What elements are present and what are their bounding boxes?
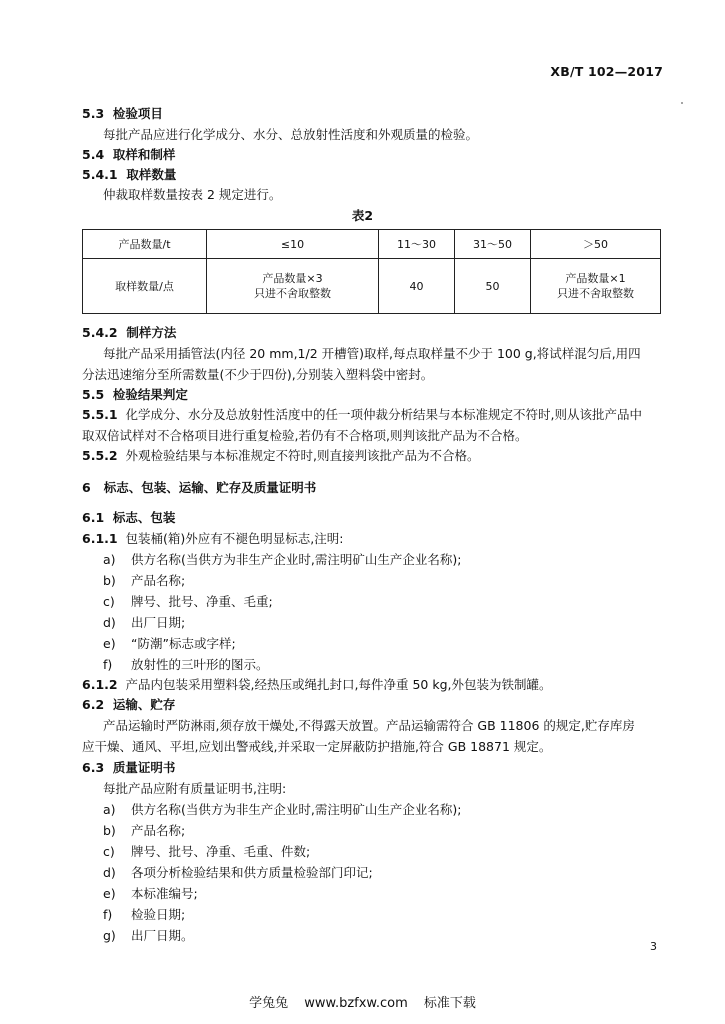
list-item-letter: b) <box>103 573 116 588</box>
list-item: 产品名称; <box>131 573 186 588</box>
list-item: “防潮”标志或字样; <box>131 636 236 651</box>
section-6-1-2: 6.1.2 产品内包装采用塑料袋,经热压或绳扎封口,每件净重 50 kg,外包装为铁制罐。 <box>82 677 552 692</box>
list-item-letter: d) <box>103 865 116 880</box>
section-5-5-2: 5.5.2 外观检验结果与本标准规定不符时,则直接判该批产品为不合格。 <box>82 448 480 463</box>
footer-watermark <box>0 992 725 1011</box>
cell-line: 产品数量×3 <box>262 272 323 285</box>
section-5-4-1-heading: 5.4.1 取样数量 <box>82 167 177 182</box>
section-6-1-heading: 6.1 标志、包装 <box>82 510 176 525</box>
section-5-4-2-line2: 分法迅速缩分至所需数量(不少于四份),分别装入塑料袋中密封。 <box>82 367 434 382</box>
section-5-4-2-line1: 每批产品采用插管法(内径 20 mm,1/2 开槽管)取样,每点取样量不少于 100 g,将试样混匀后,用四 <box>103 346 641 361</box>
table-cell: 50 <box>455 259 531 314</box>
list-item: 本标准编号; <box>131 886 198 901</box>
section-5-4-heading: 5.4 取样和制样 <box>82 147 176 162</box>
list-item-letter: a) <box>103 802 116 817</box>
section-5-4-1-body: 仲裁取样数量按表 2 规定进行。 <box>103 187 282 202</box>
table-cell: 40 <box>379 259 455 314</box>
table-cell: 产品数量/t <box>83 230 207 259</box>
list-item: 供方名称(当供方为非生产企业时,需注明矿山生产企业名称); <box>131 552 462 567</box>
list-item: 检验日期; <box>131 907 186 922</box>
cell-line: 只进不舍取整数 <box>557 287 634 300</box>
standard-code: XB/T 102—2017 <box>550 64 663 79</box>
section-5-5-heading: 5.5 检验结果判定 <box>82 387 188 402</box>
table-cell: 11～30 <box>379 230 455 259</box>
list-item-letter: f) <box>103 657 113 672</box>
table-cell: 31～50 <box>455 230 531 259</box>
list-item: 牌号、批号、净重、毛重; <box>131 594 273 609</box>
list-item-letter: e) <box>103 886 116 901</box>
section-6-3-body: 每批产品应附有质量证明书,注明: <box>103 781 287 796</box>
list-item-letter: c) <box>103 844 115 859</box>
list-item-letter: f) <box>103 907 113 922</box>
section-5-5-1-line1: 5.5.1 化学成分、水分及总放射性活度中的任一项仲裁分析结果与本标准规定不符时,则从该批产品中 <box>82 407 643 422</box>
table-cell: ≤10 <box>207 230 379 259</box>
list-item-letter: a) <box>103 552 116 567</box>
section-5-5-1-line2: 取双倍试样对不合格项目进行重复检验,若仍有不合格项,则判该批产品为不合格。 <box>82 428 528 443</box>
table-2-title: 表2 <box>351 208 374 223</box>
table-2 <box>82 229 661 314</box>
section-5-3-heading: 5.3 检验项目 <box>82 106 163 121</box>
footer-slogan: 标准下载 <box>423 996 476 1011</box>
table-row <box>83 259 661 314</box>
table-cell <box>207 259 379 314</box>
table-cell: ＞50 <box>531 230 661 259</box>
list-item: 放射性的三叶形的图示。 <box>131 657 269 672</box>
section-6-2-line2: 应干燥、通风、平坦,应划出警戒线,并采取一定屏蔽防护措施,符合 GB 18871 规定。 <box>82 739 552 754</box>
page-number: 3 <box>650 940 657 953</box>
scan-speck <box>681 102 683 104</box>
list-item-letter: c) <box>103 594 115 609</box>
list-item: 各项分析检验结果和供方质量检验部门印记; <box>131 865 373 880</box>
table-row <box>83 230 661 259</box>
list-item: 牌号、批号、净重、毛重、件数; <box>131 844 311 859</box>
section-6-3-heading: 6.3 质量证明书 <box>82 760 176 775</box>
list-item-letter: e) <box>103 636 116 651</box>
section-6-2-heading: 6.2 运输、贮存 <box>82 697 176 712</box>
list-item-letter: b) <box>103 823 116 838</box>
list-item-letter: d) <box>103 615 116 630</box>
list-item: 产品名称; <box>131 823 186 838</box>
cell-line: 只进不舍取整数 <box>254 287 331 300</box>
table-cell: 取样数量/点 <box>83 259 207 314</box>
section-6-2-line1: 产品运输时严防淋雨,须存放干燥处,不得露天放置。产品运输需符合 GB 11806 的规定,贮存库房 <box>103 718 635 733</box>
list-item: 出厂日期。 <box>131 928 194 943</box>
list-item: 供方名称(当供方为非生产企业时,需注明矿山生产企业名称); <box>131 802 462 817</box>
table-cell <box>531 259 661 314</box>
section-6-heading: 6 标志、包装、运输、贮存及质量证明书 <box>82 480 317 495</box>
list-item: 出厂日期; <box>131 615 186 630</box>
section-5-3-body: 每批产品应进行化学成分、水分、总放射性活度和外观质量的检验。 <box>103 127 479 142</box>
cell-line: 产品数量×1 <box>565 272 626 285</box>
footer-url[interactable]: www.bzfxw.com <box>304 996 408 1011</box>
list-item-letter: g) <box>103 928 116 943</box>
footer-site-name: 学兔兔 <box>249 996 289 1011</box>
section-6-1-1: 6.1.1 包装桶(箱)外应有不褪色明显标志,注明: <box>82 531 344 546</box>
section-5-4-2-heading: 5.4.2 制样方法 <box>82 325 177 340</box>
